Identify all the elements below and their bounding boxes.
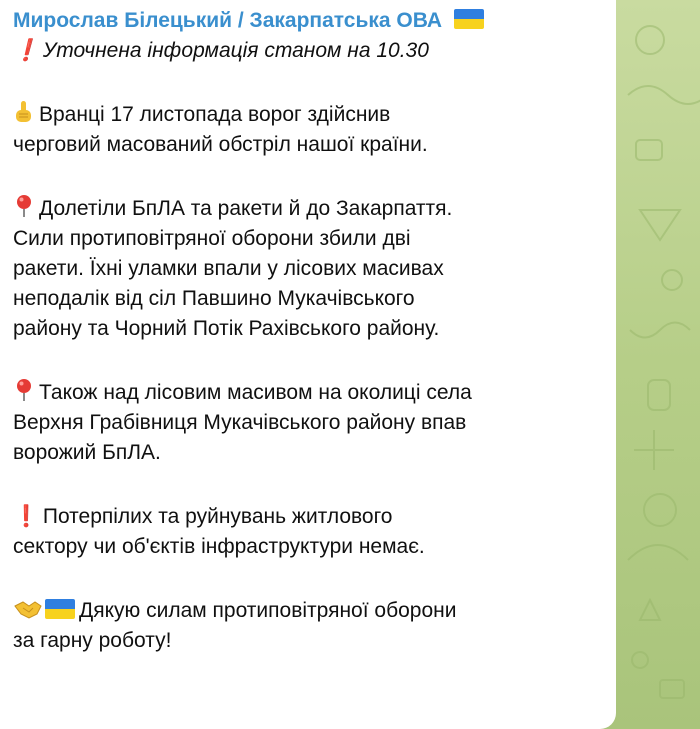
ukraine-flag-icon	[45, 599, 75, 619]
paragraph-5-line-1: Дякую силам протиповітряної оборони	[79, 599, 457, 622]
message-content	[13, 6, 608, 656]
update-note	[13, 36, 608, 66]
sender-name-row[interactable]	[13, 6, 608, 36]
paragraph-1	[13, 100, 608, 160]
paragraph-2-line-5: району та Чорний Потік Рахівського району.	[13, 317, 440, 340]
pin-icon	[13, 378, 39, 402]
paragraph-4-line-2: сектору чи об'єктів інфраструктури немає.	[13, 535, 425, 558]
handshake-icon	[13, 598, 45, 622]
paragraph-3	[13, 378, 608, 468]
exclamation-icon: ❗	[13, 505, 40, 528]
paragraph-1-line-1: Вранці 17 листопада ворог здійснив	[39, 103, 391, 126]
paragraph-5-line-2: за гарну роботу!	[13, 629, 172, 652]
paragraph-2-line-1: Долетіли БпЛА та ракети й до Закарпаття.	[39, 197, 453, 220]
exclamation-icon: ❗	[13, 39, 40, 62]
paragraph-4	[13, 502, 608, 562]
ukraine-flag-icon	[454, 9, 484, 29]
paragraph-1-line-2: черговий масований обстріл нашої країни.	[13, 133, 428, 156]
paragraph-2-line-2: Сили протиповітряної оборони збили дві	[13, 227, 411, 250]
sender-name[interactable]: Мирослав Білецький / Закарпатська ОВА	[13, 9, 443, 32]
paragraph-2-line-4: неподалік від сіл Павшино Мукачівського	[13, 287, 415, 310]
paragraph-5	[13, 596, 608, 656]
paragraph-2-line-3: ракети. Їхні уламки впали у лісових масивах	[13, 257, 444, 280]
update-note-text: Уточнена інформація станом на 10.30	[42, 39, 429, 62]
paragraph-3-line-2: Верхня Грабівниця Мукачівського району впав	[13, 411, 467, 434]
paragraph-4-line-1: Потерпілих та руйнувань житлового	[42, 505, 393, 528]
pin-icon	[13, 194, 39, 218]
paragraph-3-line-1: Також над лісовим масивом на околиці села	[39, 381, 472, 404]
paragraph-3-line-3: ворожий БпЛА.	[13, 441, 161, 464]
paragraph-2	[13, 194, 608, 344]
pointing-up-icon	[13, 100, 39, 124]
